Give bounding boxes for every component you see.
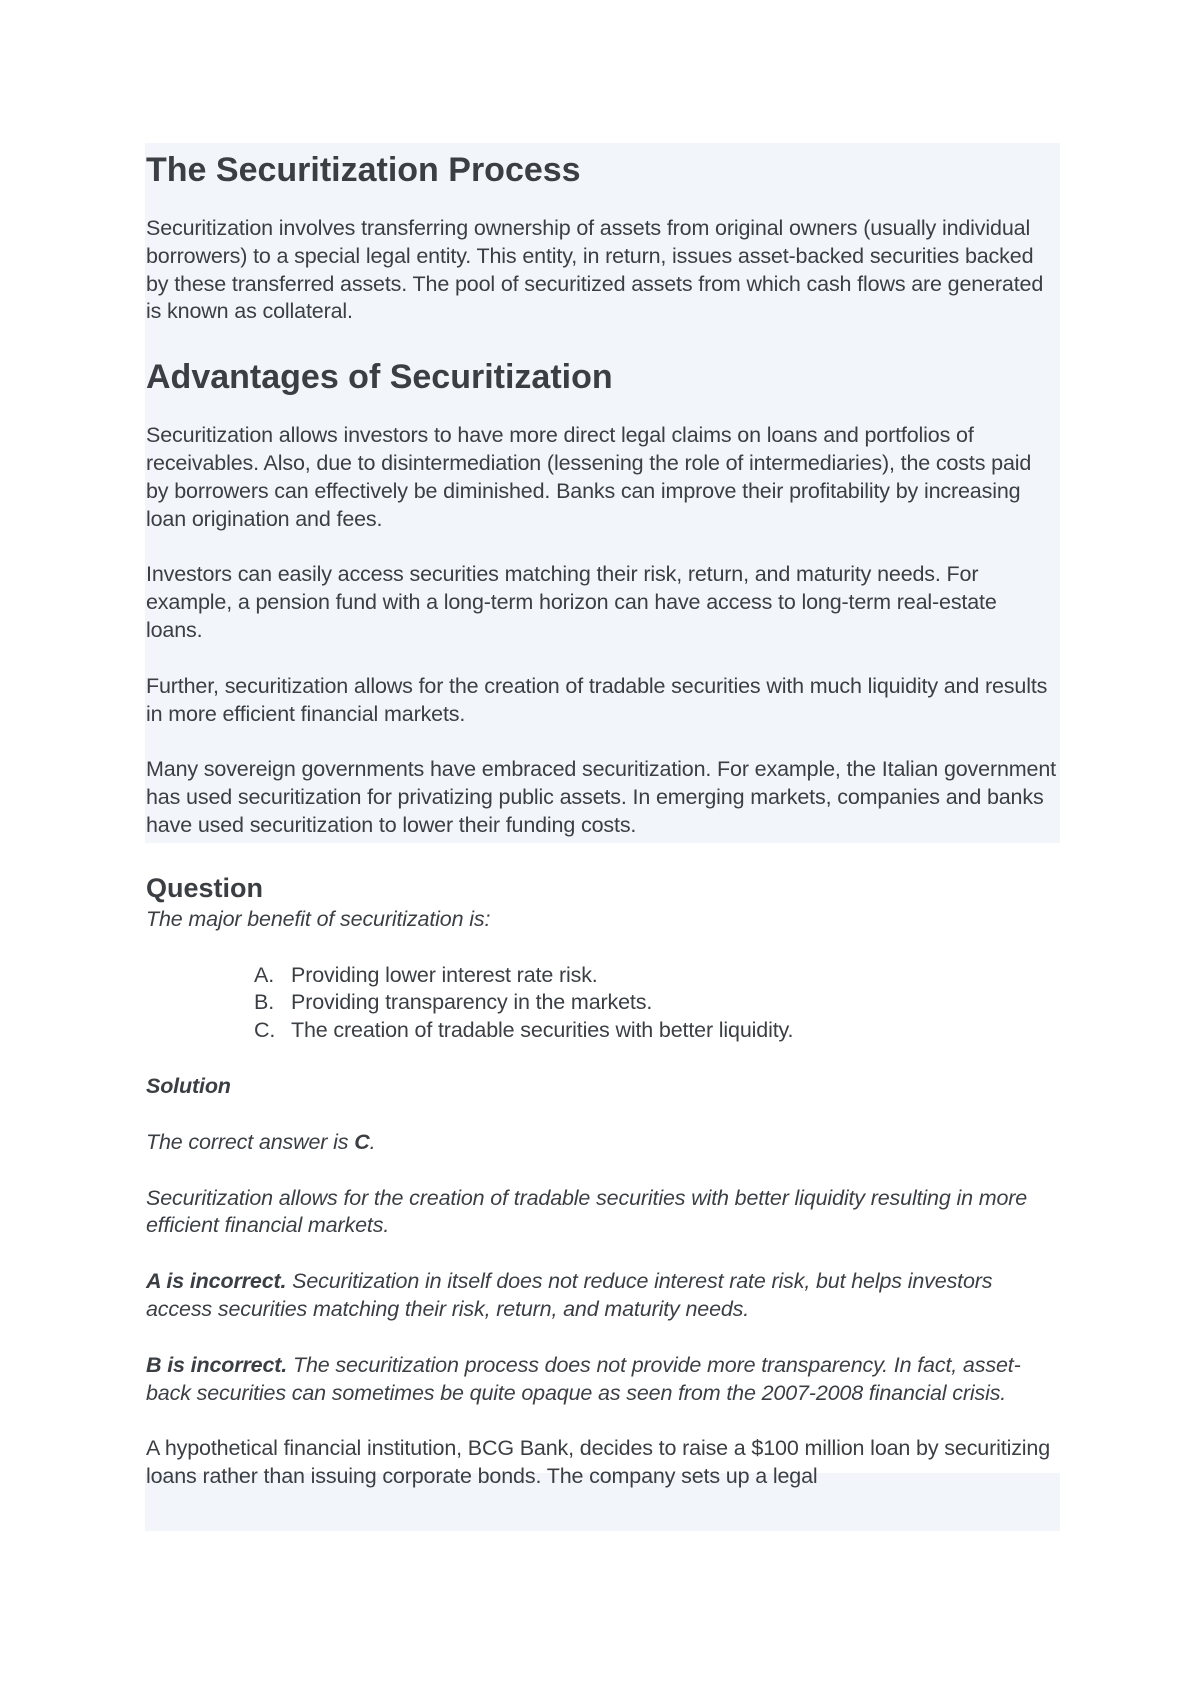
answer-option-c	[254, 1017, 1058, 1045]
incorrect-b-label: B is incorrect.	[146, 1352, 288, 1377]
option-text: Providing transparency in the markets.	[291, 990, 653, 1015]
incorrect-a-label: A is incorrect.	[146, 1269, 287, 1294]
question-heading: Question	[146, 872, 264, 903]
option-letter: A.	[254, 962, 275, 987]
section-title-advantages: Advantages of Securitization	[146, 358, 613, 397]
advantages-paragraph-1: Securitization allows investors to have more direct legal claims on loans and portfolios of receivables. Also, due to disintermediation (lessening the role of intermediaries), the costs paid by borrowers can effectively be diminished. Banks can improve their profitability by increasing loan origination and fees.	[146, 423, 1032, 531]
answer-options-list	[146, 962, 1058, 1045]
section-title-securitization-process: The Securitization Process	[146, 151, 581, 189]
answer-letter: C	[354, 1129, 370, 1154]
option-letter: C.	[254, 1018, 276, 1043]
incorrect-b-paragraph	[146, 1352, 1058, 1408]
section-paragraph: Securitization involves transferring ownership of assets from original owners (usually individual borrowers) to a special legal entity. This entity, in return, issues asset-backed securities backed by these transferred assets. The pool of securitized assets from which cash flows are generated is known as collateral.	[146, 216, 1044, 324]
answer-option-a	[254, 962, 1058, 990]
answer-prefix: The correct answer is	[146, 1129, 355, 1154]
correct-answer-line	[146, 1129, 1058, 1157]
incorrect-a-text: Securitization in itself does not reduce interest rate risk, but helps investors access securities matching their risk, return, and maturity needs.	[146, 1269, 993, 1321]
answer-suffix: .	[369, 1129, 376, 1154]
solution-heading: Solution	[146, 1073, 231, 1098]
option-text: The creation of tradable securities with better liquidity.	[291, 1018, 794, 1043]
document-content	[146, 143, 1058, 1491]
question-prompt: The major benefit of securitization is:	[146, 906, 491, 931]
incorrect-b-text: The securitization process does not provide more transparency. In fact, asset-back securities can sometimes be quite opaque as seen from the 2007-2008 financial crisis.	[146, 1352, 1021, 1405]
advantages-paragraph-3: Further, securitization allows for the creation of tradable securities with much liquidity and results in more efficient financial markets.	[146, 673, 1048, 726]
option-letter: B.	[254, 990, 275, 1015]
closing-paragraph: A hypothetical financial institution, BCG Bank, decides to raise a $100 million loan by securitizing loans rather than issuing corporate bonds. The company sets up a legal	[146, 1436, 1051, 1489]
solution-explanation: Securitization allows for the creation of tradable securities with better liquidity resulting in more efficient financial markets.	[146, 1185, 1028, 1238]
answer-option-b	[254, 989, 1058, 1017]
option-text: Providing lower interest rate risk.	[291, 962, 598, 987]
incorrect-a-paragraph	[146, 1268, 1058, 1324]
advantages-paragraph-4: Many sovereign governments have embraced securitization. For example, the Italian government has used securitization for privatizing public assets. In emerging markets, companies and banks have used securitization to lower their funding costs.	[146, 757, 1056, 837]
advantages-paragraph-2: Investors can easily access securities matching their risk, return, and maturity needs. For example, a pension fund with a long-term horizon can have access to long-term real-estate loans.	[146, 562, 997, 642]
